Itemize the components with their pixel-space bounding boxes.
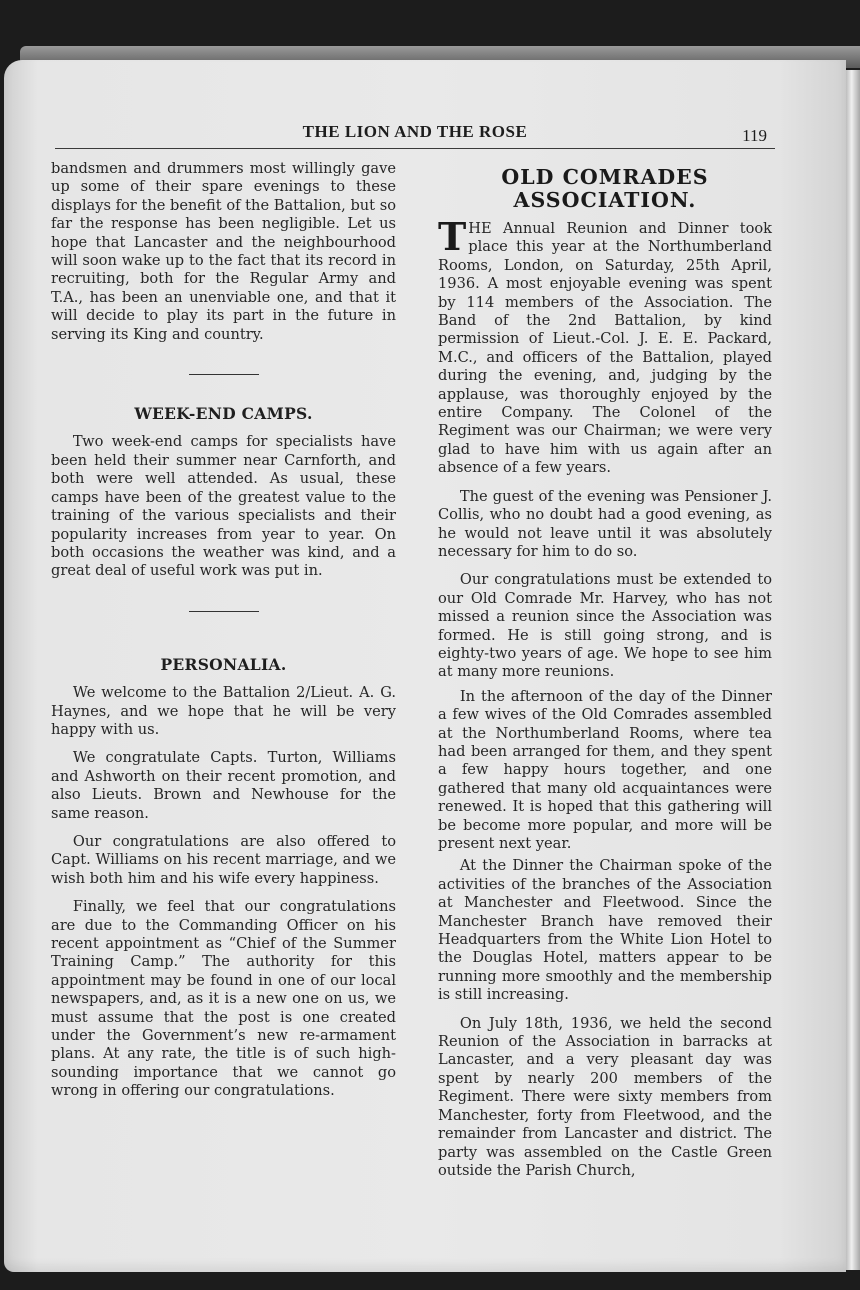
paragraph: At the Dinner the Chairman spoke of the activities of the branches of the Association at Manchester and Fleetwood. Since the Manchester Branch have removed their Headquarters from the White Lion Hotel to the Douglas Hotel, matters appear to be running more smoothly and the membership is still increasing.	[438, 857, 772, 1004]
paragraph: We welcome to the Battalion 2/Lieut. A. G. Haynes, and we hope that he will be very happy with us.	[51, 684, 396, 738]
heading-line-1: OLD COMRADES	[501, 165, 709, 189]
paragraph: Our congratulations are also offered to Capt. Williams on his recent marriage, and we wish both him and his wife every happiness.	[51, 832, 396, 887]
paragraph: Finally, we feel that our congratulations are due to the Commanding Officer on his recent appointment as “Chief of the Summer Training Camp.” The authority for this appointment may be found in one of our local newspapers, and, as it is a new one on us, we must assume that the post is one created under the Government’s new re-armament plans. At any rate, the title is of such high-sounding importance that we cannot go wrong in offering our congratulations.	[51, 898, 396, 1100]
page-number: 119	[742, 126, 767, 145]
heading-line-2: ASSOCIATION.	[513, 188, 697, 212]
right-column	[438, 160, 772, 1180]
paragraph: Our congratulations must be extended to our Old Comrade Mr. Harvey, who has not missed a reunion since the Association was formed. He is still going strong, and is eighty-two years of age. We hope to see him at many more reunions.	[438, 571, 772, 681]
drop-cap: T	[438, 214, 467, 259]
paragraph: On July 18th, 1936, we held the second Reunion of the Association in barracks at Lancaster, and a very pleasant day was spent by nearly 200 members of the Regiment. There were sixty members from Manchester, forty from Fleetwood, and the remainder from Lancaster and district. The party was assembled on the Castle Green outside the Parish Church,	[438, 1014, 772, 1179]
paragraph: We congratulate Capts. Turton, Williams and Ashworth on their recent promotion, and also Lieuts. Brown and Newhouse for the same reason.	[51, 749, 396, 822]
left-column	[51, 160, 396, 1101]
old-comrades-heading	[438, 166, 772, 212]
paragraph: Two week-end camps for specialists have been held their summer near Carnforth, and both were well attended. As usual, these camps have been of the greatest value to the training of the various specialists and their popularity increases from year to year. On both occasions the weather was kind, and a great deal of useful work was put in.	[51, 433, 396, 580]
personalia-heading: PERSONALIA.	[160, 654, 287, 674]
opening-paragraph	[438, 214, 772, 478]
opening-paragraph-text: HE Annual Reunion and Dinner took place this year at the Northumberland Rooms, London, on Saturday, 25th April, 1936. A most enjoyable evening was spent by 114 members of the Association. The Band of the 2nd Battalion, by kind permission of Lieut.-Col. J. E. E. Packard, M.C., and officers of the Battalion, played during the evening, and, judging by the applause, was thoroughly enjoyed by the entire Company. The Colonel of the Regiment was our Chairman; we were very glad to have him with us again after an absence of a few years.	[438, 220, 772, 477]
book-page-edges	[846, 70, 860, 1270]
continued-paragraph: bandsmen and drummers most willingly gave up some of their spare evenings to these displays for the benefit of the Battalion, but so far the response has been negligible. Let us hope that Lancaster and the neighbourhood will soon wake up to the fact that its record in recruiting, both for the Regular Army and T.A., has been an unenviable one, and that it will decide to play its part in the future in serving its King and country.	[51, 160, 396, 343]
paragraph: The guest of the evening was Pensioner J. Collis, who no doubt had a good evening, as he would not leave until it was absolutely necessary for him to do so.	[438, 487, 772, 560]
weekend-camps-heading: WEEK-END CAMPS.	[134, 404, 313, 424]
running-header	[55, 122, 775, 149]
running-title: THE LION AND THE ROSE	[302, 122, 528, 141]
paragraph: In the afternoon of the day of the Dinner a few wives of the Old Comrades assembled at the Northumberland Rooms, where tea had been arranged for them, and they spent a few happy hours together, and one gathered that many old acquaintances were renewed. It is hoped that this gathering will be become more popular, and more will be present next year.	[438, 687, 772, 852]
